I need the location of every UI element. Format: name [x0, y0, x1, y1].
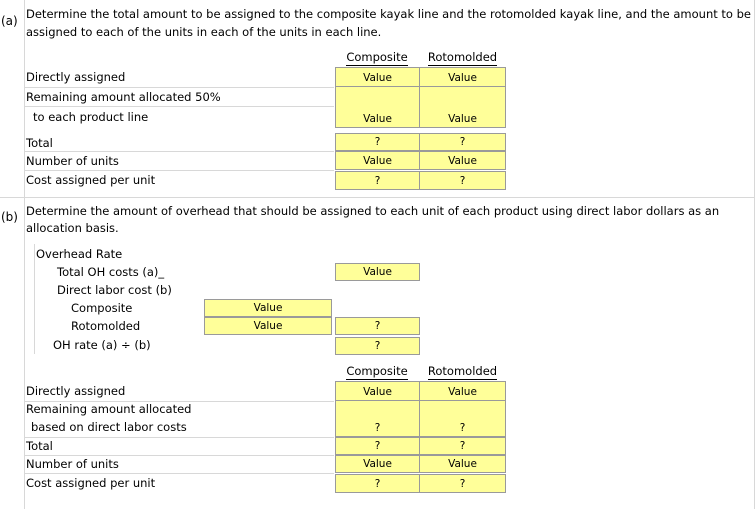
gridline — [24, 106, 334, 107]
direct-labor-total-cell[interactable]: ? — [335, 317, 420, 335]
part-b-cell-remaining-composite[interactable]: ? — [335, 400, 420, 437]
part-b-cell-remaining-rotomolded[interactable]: ? — [419, 400, 506, 437]
part-a-row-directly-assigned: Directly assigned — [26, 70, 126, 84]
direct-labor-rotomolded-cell[interactable]: Value — [204, 317, 332, 335]
rotomolded-label: Rotomolded — [71, 319, 141, 333]
part-b-cell-total-composite[interactable]: ? — [335, 437, 420, 455]
part-a-cell-remaining-rotomolded[interactable]: Value — [419, 86, 506, 128]
part-a-col-composite: Composite — [346, 50, 408, 64]
part-b-col-composite: Composite — [346, 364, 408, 378]
part-b-col-rotomolded: Rotomolded — [427, 364, 498, 378]
direct-labor-composite-cell[interactable]: Value — [204, 299, 332, 317]
part-b-row-cost-per-unit: Cost assigned per unit — [26, 476, 156, 490]
part-b-cell-directly-assigned-composite[interactable]: Value — [335, 381, 420, 401]
total-oh-costs-label: Total OH costs (a)_ — [57, 265, 165, 279]
gridline — [34, 244, 35, 354]
part-a-row-remaining-1: Remaining amount allocated 50% — [26, 90, 221, 104]
part-a-label: (a) — [1, 14, 18, 28]
part-b-instruction-line2: allocation basis. — [26, 221, 119, 235]
part-b-instruction-line1: Determine the amount of overhead that should be assigned to each unit of each product using direct labor dollars as an — [26, 204, 720, 218]
gridline — [24, 473, 334, 474]
part-a-cell-total-rotomolded[interactable]: ? — [419, 133, 506, 151]
gridline — [24, 437, 334, 438]
overhead-rate-title: Overhead Rate — [36, 247, 123, 261]
total-oh-costs-cell[interactable]: Value — [335, 263, 420, 281]
part-a-row-cost-per-unit: Cost assigned per unit — [26, 173, 156, 187]
part-b-row-total: Total — [26, 439, 53, 453]
gridline — [24, 170, 334, 171]
part-b-row-directly-assigned: Directly assigned — [26, 384, 126, 398]
part-a-cell-units-composite[interactable]: Value — [335, 151, 420, 170]
part-a-cell-directly-assigned-composite[interactable]: Value — [335, 67, 420, 87]
gridline — [0, 197, 755, 198]
oh-rate-label: OH rate (a) ÷ (b) — [53, 338, 151, 352]
part-b-cell-cost-per-unit-composite[interactable]: ? — [335, 474, 420, 493]
part-b-label: (b) — [1, 210, 18, 224]
gridline — [24, 87, 334, 88]
part-b-cell-directly-assigned-rotomolded[interactable]: Value — [419, 381, 506, 401]
gridline — [24, 151, 334, 152]
part-a-cell-total-composite[interactable]: ? — [335, 133, 420, 151]
part-a-cell-units-rotomolded[interactable]: Value — [419, 151, 506, 170]
part-a-instruction-line1: Determine the total amount to be assigned to the composite kayak line and the rotomolded kayak line, and the amount to be — [26, 7, 751, 21]
part-b-cell-units-rotomolded[interactable]: Value — [419, 455, 506, 473]
part-a-cell-directly-assigned-rotomolded[interactable]: Value — [419, 67, 506, 87]
direct-labor-cost-label: Direct labor cost (b) — [57, 283, 172, 297]
part-b-cell-cost-per-unit-rotomolded[interactable]: ? — [419, 474, 506, 493]
part-a-instruction-line2: assigned to each of the units in each of the units in each line. — [26, 25, 382, 39]
part-a-cell-cost-per-unit-rotomolded[interactable]: ? — [419, 171, 506, 190]
part-b-row-units: Number of units — [26, 457, 119, 471]
part-a-col-rotomolded: Rotomolded — [427, 50, 498, 64]
part-a-row-units: Number of units — [26, 154, 119, 168]
part-a-cell-remaining-composite[interactable]: Value — [335, 86, 420, 128]
part-b-row-remaining-1: Remaining amount allocated — [26, 402, 192, 416]
part-b-cell-units-composite[interactable]: Value — [335, 455, 420, 473]
part-a-row-total: Total — [26, 136, 53, 150]
part-a-cell-cost-per-unit-composite[interactable]: ? — [335, 171, 420, 190]
gridline — [24, 455, 334, 456]
part-a-row-remaining-2: to each product line — [33, 110, 149, 124]
part-b-row-remaining-2: based on direct labor costs — [31, 420, 187, 434]
oh-rate-cell[interactable]: ? — [335, 337, 420, 355]
gridline — [24, 0, 25, 509]
part-b-cell-total-rotomolded[interactable]: ? — [419, 437, 506, 455]
composite-label: Composite — [71, 301, 133, 315]
